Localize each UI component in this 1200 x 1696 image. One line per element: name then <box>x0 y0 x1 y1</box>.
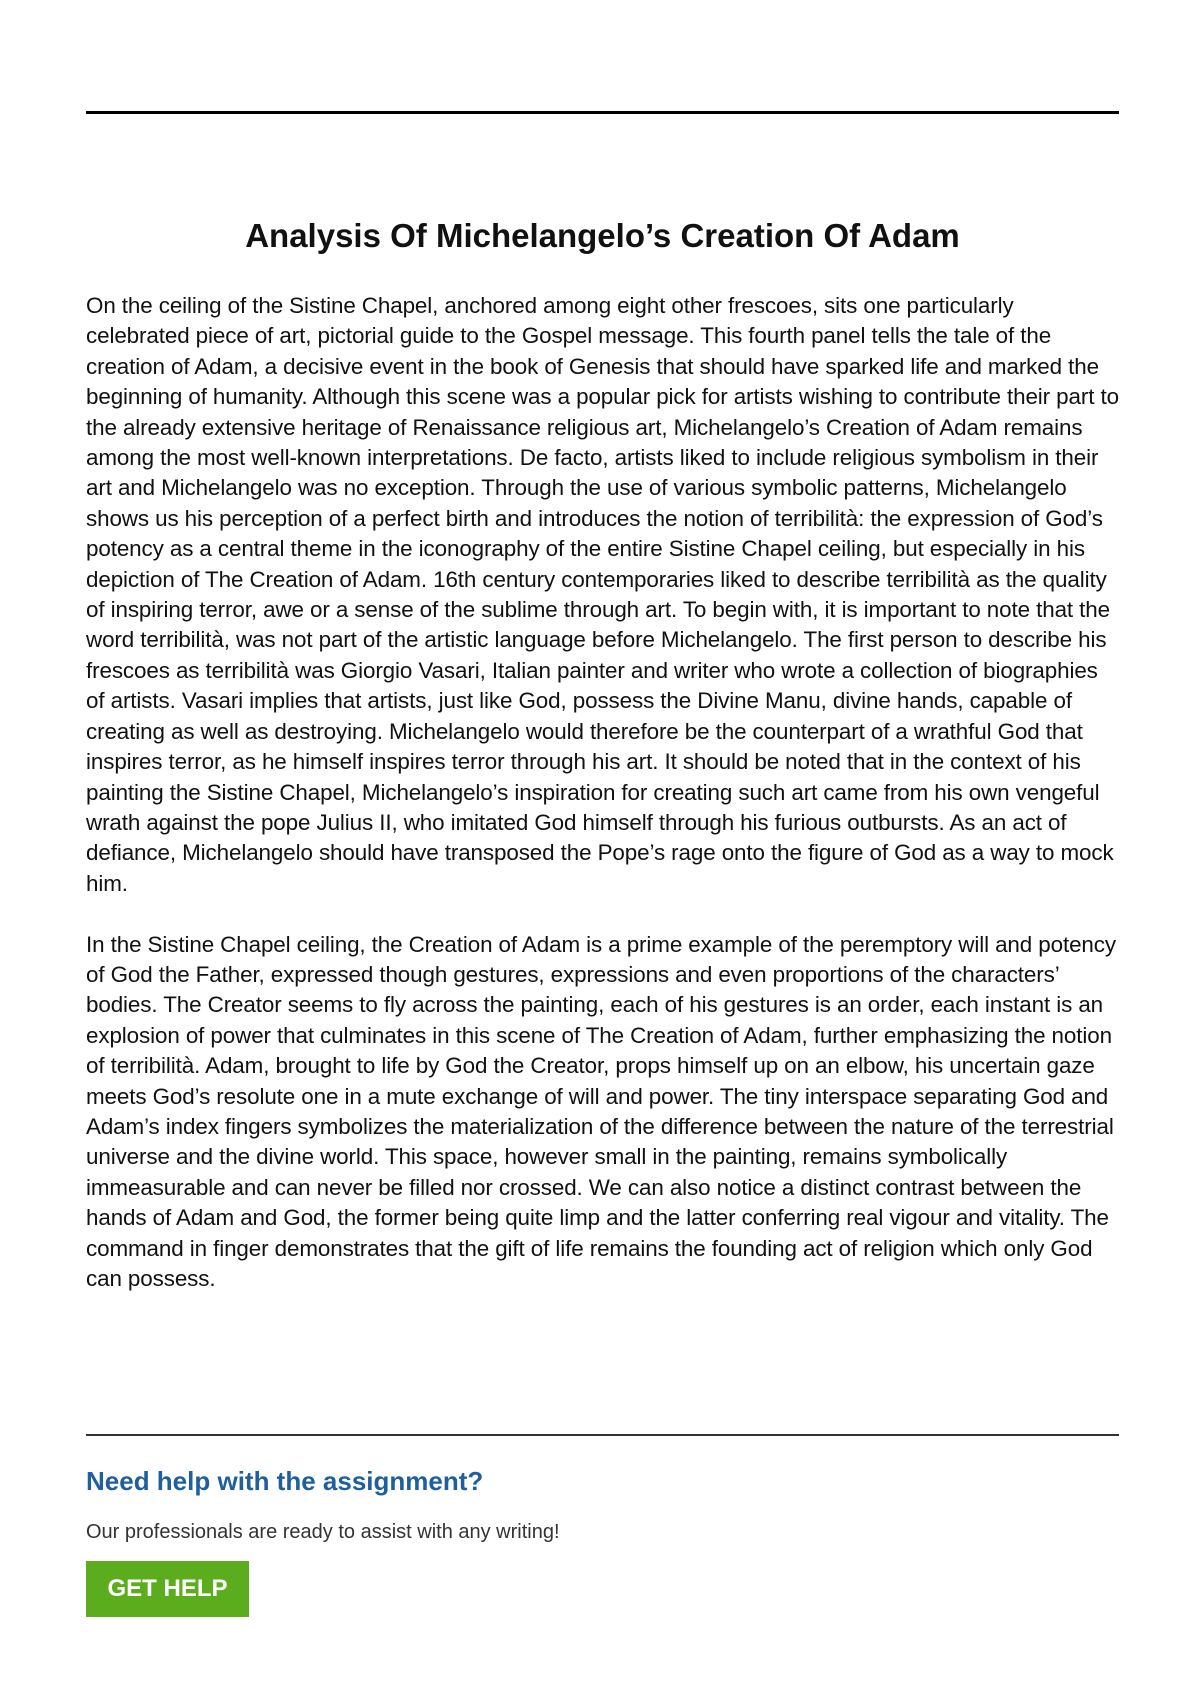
cta-subtext: Our professionals are ready to assist with any writing! <box>86 1521 560 1543</box>
get-help-button[interactable]: GET HELP <box>86 1561 249 1617</box>
top-divider <box>86 111 1119 114</box>
bottom-divider <box>86 1434 1119 1436</box>
paragraph: On the ceiling of the Sistine Chapel, anchored among eight other frescoes, sits one particularly celebrated piece of art, pictorial guide to the Gospel message. This fourth panel tells the tale of the creation of Adam, a decisive event in the book of Genesis that should have sparked life and marked the beginning of humanity. Although this scene was a popular pick for artists wishing to contribute their part to the already extensive heritage of Renaissance religious art, Michelangelo’s Creation of Adam remains among the most well-known interpretations. De facto, artists liked to include religious symbolism in their art and Michelangelo was no exception. Through the use of various symbolic patterns, Michelangelo shows us his perception of a perfect birth and introduces the notion of terribilità: the expression of God’s potency as a central theme in the iconography of the entire Sistine Chapel ceiling, but especially in his depiction of The Creation of Adam. 16th century contemporaries liked to describe terribilità as the quality of inspiring terror, awe or a sense of the sublime through art. To begin with, it is important to note that the word terribilità, was not part of the artistic language before Michelangelo. The first person to describe his frescoes as terribilità was Giorgio Vasari, Italian painter and writer who wrote a collection of biographies of artists. Vasari implies that artists, just like God, possess the Divine Manu, divine hands, capable of creating as well as destroying. Michelangelo would therefore be the counterpart of a wrathful God that inspires terror, as he himself inspires terror through his art. It should be noted that in the context of his painting the Sistine Chapel, Michelangelo’s inspiration for creating such art came from his own vengeful wrath against the pope Julius II, who imitated God himself through his furious outbursts. As an act of defiance, Michelangelo should have transposed the Pope’s rage onto the figure of God as a way to mock him. <box>86 293 1119 896</box>
paragraph: In the Sistine Chapel ceiling, the Creation of Adam is a prime example of the peremptory will and potency of God the Father, expressed though gestures, expressions and even proportions of the characters’ bodies. The Creator seems to fly across the painting, each of his gestures is an order, each instant is an explosion of power that culminates in this scene of The Creation of Adam, further emphasizing the notion of terribilità. Adam, brought to life by God the Creator, props himself up on an elbow, his uncertain gaze meets God’s resolute one in a mute exchange of will and power. The tiny interspace separating God and Adam’s index fingers symbolizes the materialization of the difference between the nature of the terrestrial universe and the divine world. This space, however small in the painting, remains symbolically immeasurable and can never be filled nor crossed. We can also notice a distinct contrast between the hands of Adam and God, the former being quite limp and the latter conferring real vigour and vitality. The command in finger demonstrates that the gift of life remains the founding act of religion which only God can possess. <box>86 931 1116 1291</box>
cta-heading: Need help with the assignment? <box>86 1466 484 1496</box>
document-title: Analysis Of Michelangelo’s Creation Of Adam <box>245 217 960 254</box>
document-body <box>86 291 1121 1294</box>
